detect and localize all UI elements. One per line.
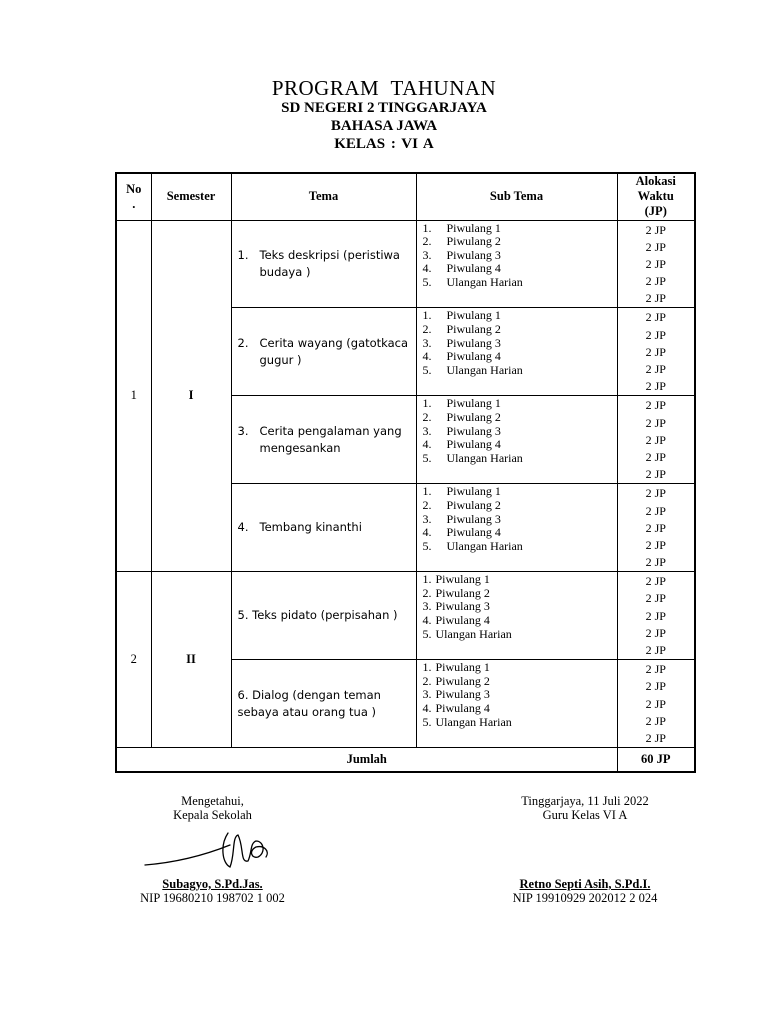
sub-tema-number: 1. (422, 396, 432, 411)
alokasi-cell (617, 484, 695, 572)
alokasi-value: 2 JP (645, 256, 666, 271)
right-signer-name: Retno Septi Asih, S.Pd.I. (519, 877, 651, 891)
header-semester: Semester (151, 173, 231, 220)
list-item (417, 702, 617, 716)
list-item (417, 614, 617, 628)
sub-tema-number: 4. (422, 613, 432, 628)
list-item (417, 628, 617, 642)
sub-tema-text: Piwulang 2 (446, 409, 501, 424)
sub-tema-number: 4. (422, 349, 432, 364)
tema-text: 5. Teks pidato (perpisahan ) (237, 608, 398, 623)
sub-tema-text: Piwulang 4 (446, 525, 501, 540)
row-semester: I (151, 220, 231, 572)
sub-tema-number: 2. (422, 585, 432, 600)
table-header-row (116, 173, 695, 220)
alokasi-value: 2 JP (645, 398, 666, 413)
document-title: PROGRAM TAHUNAN (271, 76, 497, 100)
left-role: Kepala Sekolah (173, 808, 252, 822)
list-item (417, 587, 617, 601)
tema-number: 4. (237, 520, 249, 535)
sub-tema-text: Ulangan Harian (435, 714, 512, 729)
program-table (115, 172, 696, 773)
alokasi-value: 2 JP (645, 537, 666, 552)
tema-text: Tembang kinanthi (259, 520, 362, 535)
tema-cell (231, 308, 416, 396)
sub-tema-text: Piwulang 2 (435, 585, 490, 600)
sub-tema-number: 2. (422, 409, 432, 424)
sub-tema-number: 5. (422, 538, 432, 553)
sub-tema-text: Piwulang 1 (435, 660, 490, 675)
sub-tema-text: Piwulang 1 (446, 308, 501, 323)
row-semester: II (151, 572, 231, 748)
sub-tema-number: 1. (422, 572, 432, 587)
header-sub-tema: Sub Tema (416, 173, 617, 220)
alokasi-value: 2 JP (645, 449, 666, 464)
sub-tema-text: Piwulang 3 (435, 687, 490, 702)
list-item (417, 661, 617, 675)
handwritten-signature (140, 825, 280, 875)
list-item (417, 573, 617, 587)
alokasi-value: 2 JP (645, 520, 666, 535)
sub-tema-cell (416, 308, 617, 396)
sub-tema-text: Piwulang 4 (446, 261, 501, 276)
sub-tema-text: Piwulang 3 (435, 599, 490, 614)
list-item (417, 688, 617, 702)
list-item (417, 452, 617, 466)
sub-tema-cell (416, 572, 617, 660)
jumlah-label: Jumlah (116, 748, 617, 772)
tema-number: 1. (237, 247, 249, 262)
alokasi-value: 2 JP (645, 486, 666, 501)
sub-tema-number: 3. (422, 687, 432, 702)
tema-cell (231, 572, 416, 660)
sub-tema-text: Piwulang 3 (446, 335, 501, 350)
right-signature-heading (485, 794, 685, 822)
sub-tema-number: 3. (422, 335, 432, 350)
sub-tema-text: Piwulang 4 (446, 349, 501, 364)
sub-tema-number: 3. (422, 511, 432, 526)
list-item (417, 600, 617, 614)
alokasi-value: 2 JP (645, 222, 666, 237)
alokasi-value: 2 JP (645, 730, 666, 745)
tema-text: Cerita wayang (gatotkaca gugur ) (259, 335, 409, 367)
list-item (417, 675, 617, 689)
sub-tema-number: 2. (422, 234, 432, 249)
subject-name: BAHASA JAWA (330, 118, 438, 134)
sub-tema-number: 4. (422, 261, 432, 276)
sub-tema-text: Piwulang 2 (446, 497, 501, 512)
alokasi-value: 2 JP (645, 713, 666, 728)
sub-tema-text: Piwulang 3 (446, 423, 501, 438)
sub-tema-text: Ulangan Harian (446, 362, 523, 377)
alokasi-cell (617, 396, 695, 484)
alokasi-cell (617, 660, 695, 748)
alokasi-value: 2 JP (645, 608, 666, 623)
tema-cell (231, 396, 416, 484)
alokasi-value: 2 JP (645, 679, 666, 694)
left-signer-name: Subagyo, S.Pd.Jas. (162, 877, 263, 891)
sub-tema-number: 1. (422, 220, 432, 235)
table-footer-row (116, 748, 695, 772)
sub-tema-number: 4. (422, 700, 432, 715)
sub-tema-text: Ulangan Harian (446, 538, 523, 553)
tema-number: 2. (237, 335, 249, 350)
table-row (116, 572, 695, 660)
sub-tema-number: 3. (422, 247, 432, 262)
list-item (417, 485, 617, 499)
sub-tema-number: 1. (422, 484, 432, 499)
sub-tema-number: 5. (422, 362, 432, 377)
sub-tema-number: 1. (422, 660, 432, 675)
alokasi-value: 2 JP (645, 239, 666, 254)
sub-tema-number: 4. (422, 437, 432, 452)
left-signer-nip: NIP 19680210 198702 1 002 (140, 891, 285, 905)
list-item (417, 222, 617, 236)
tema-text: Teks deskripsi (peristiwa budaya ) (259, 247, 400, 279)
school-name: SD NEGERI 2 TINGGARJAYA (281, 100, 487, 116)
list-item (417, 276, 617, 290)
sub-tema-text: Ulangan Harian (435, 626, 512, 641)
sub-tema-number: 5. (422, 274, 432, 289)
sub-tema-text: Piwulang 1 (435, 572, 490, 587)
jumlah-total: 60 JP (617, 748, 695, 772)
alokasi-value: 2 JP (645, 696, 666, 711)
tema-text: Cerita pengalaman yang mengesankan (259, 423, 402, 455)
left-signature-heading (110, 794, 315, 822)
sub-tema-text: Piwulang 4 (435, 700, 490, 715)
sub-tema-text: Ulangan Harian (446, 274, 523, 289)
class-name: KELAS : VI A (334, 136, 434, 152)
sub-tema-text: Piwulang 4 (435, 613, 490, 628)
right-signer-nip: NIP 19910929 202012 2 024 (512, 891, 658, 905)
alokasi-value: 2 JP (645, 467, 666, 482)
tema-cell (231, 660, 416, 748)
tema-cell (231, 484, 416, 572)
sub-tema-number: 3. (422, 599, 432, 614)
sub-tema-text: Piwulang 1 (446, 484, 501, 499)
list-item (417, 350, 617, 364)
list-item (417, 397, 617, 411)
right-role: Guru Kelas VI A (542, 808, 628, 822)
alokasi-value: 2 JP (645, 327, 666, 342)
sub-tema-text: Piwulang 4 (446, 437, 501, 452)
alokasi-value: 2 JP (645, 625, 666, 640)
list-item (417, 235, 617, 249)
sub-tema-cell (416, 396, 617, 484)
list-item (417, 309, 617, 323)
sub-tema-number: 2. (422, 497, 432, 512)
header-tema: Tema (231, 173, 416, 220)
right-place-date: Tinggarjaya, 11 Juli 2022 (521, 794, 649, 808)
sub-tema-cell (416, 660, 617, 748)
alokasi-value: 2 JP (645, 662, 666, 677)
alokasi-value: 2 JP (645, 274, 666, 289)
alokasi-cell (617, 220, 695, 308)
row-number: 2 (116, 572, 151, 748)
alokasi-value: 2 JP (645, 432, 666, 447)
sub-tema-text: Piwulang 1 (446, 396, 501, 411)
header-alokasi: Alokasi Waktu (JP) (617, 173, 695, 220)
alokasi-cell (617, 308, 695, 396)
sub-tema-text: Piwulang 2 (446, 322, 501, 337)
right-signature-name-block (485, 877, 685, 905)
table-row (116, 220, 695, 308)
list-item (417, 513, 617, 527)
header-no: No . (116, 173, 151, 220)
row-number: 1 (116, 220, 151, 572)
list-item (417, 337, 617, 351)
alokasi-value: 2 JP (645, 362, 666, 376)
sub-tema-cell (416, 220, 617, 308)
list-item (417, 411, 617, 425)
sub-tema-text: Piwulang 2 (446, 234, 501, 249)
sub-tema-text: Piwulang 3 (446, 247, 501, 262)
list-item (417, 364, 617, 378)
alokasi-value: 2 JP (645, 344, 666, 359)
left-signature-name-block (110, 877, 315, 905)
sub-tema-number: 5. (422, 626, 432, 641)
alokasi-value: 2 JP (645, 555, 666, 570)
sub-tema-number: 5. (422, 714, 432, 729)
tema-number: 3. (237, 423, 249, 438)
alokasi-value: 2 JP (645, 291, 666, 306)
list-item (417, 249, 617, 263)
sub-tema-cell (416, 484, 617, 572)
sub-tema-text: Piwulang 2 (435, 673, 490, 688)
alokasi-value: 2 JP (645, 591, 666, 606)
alokasi-value: 2 JP (645, 503, 666, 518)
sub-tema-number: 5. (422, 450, 432, 465)
alokasi-value: 2 JP (645, 310, 666, 325)
alokasi-value: 2 JP (645, 415, 666, 430)
left-mengetahui: Mengetahui, (181, 794, 244, 808)
sub-tema-text: Ulangan Harian (446, 450, 523, 465)
alokasi-value: 2 JP (645, 643, 666, 657)
list-item (417, 716, 617, 730)
alokasi-value: 2 JP (645, 574, 666, 589)
list-item (417, 262, 617, 276)
list-item (417, 323, 617, 337)
list-item (417, 438, 617, 452)
sub-tema-number: 1. (422, 308, 432, 323)
tema-text: 6. Dialog (dengan teman sebaya atau orang tua ) (237, 687, 381, 719)
sub-tema-number: 3. (422, 423, 432, 438)
list-item (417, 526, 617, 540)
list-item (417, 499, 617, 513)
list-item (417, 540, 617, 554)
sub-tema-number: 2. (422, 322, 432, 337)
sub-tema-number: 2. (422, 673, 432, 688)
sub-tema-text: Piwulang 1 (446, 220, 501, 235)
tema-cell (231, 220, 416, 308)
alokasi-cell (617, 572, 695, 660)
alokasi-value: 2 JP (645, 379, 666, 394)
sub-tema-number: 4. (422, 525, 432, 540)
sub-tema-text: Piwulang 3 (446, 511, 501, 526)
list-item (417, 425, 617, 439)
